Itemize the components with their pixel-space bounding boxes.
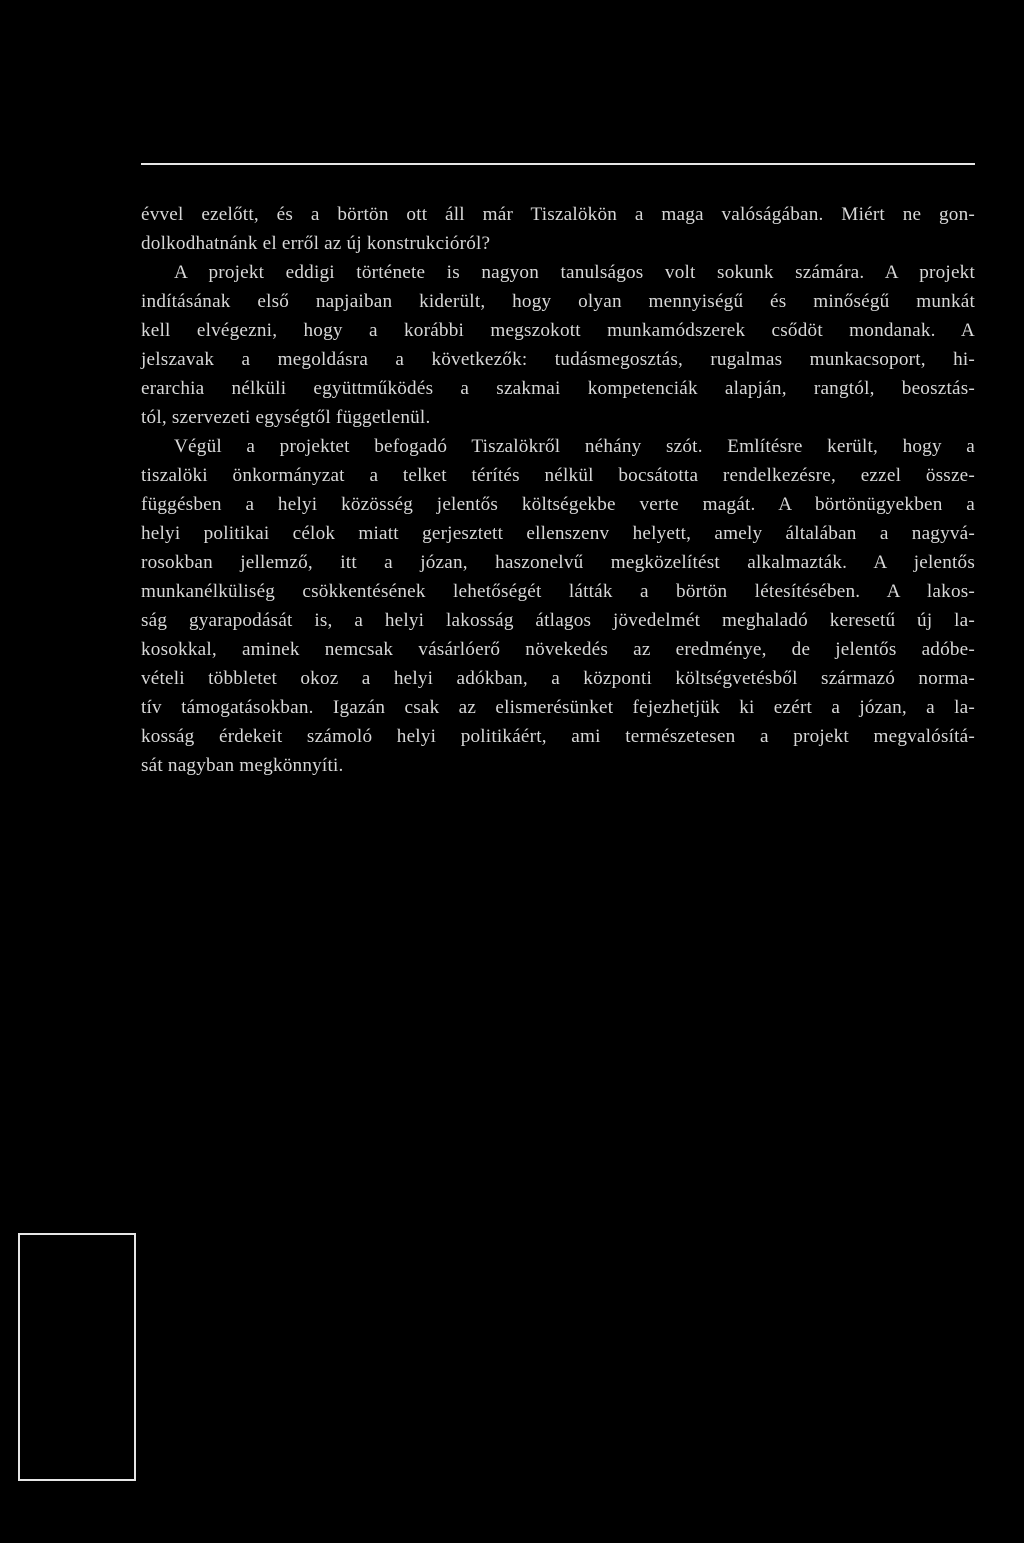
text-line: sát nagyban megkönnyíti. bbox=[141, 755, 344, 776]
text-line: tív támogatásokban. Igazán csak az elismerésünket fejezhetjük ki ezért a józan, a la- bbox=[141, 697, 975, 718]
text-line: kosság érdekeit számoló helyi politikáért, ami természetesen a projekt megvalósítá- bbox=[141, 726, 975, 747]
text-line: munkanélküliség csökkentésének lehetőségét látták a börtön létesítésében. A lakos- bbox=[141, 581, 975, 602]
text-line: évvel ezelőtt, és a börtön ott áll már Tiszalökön a maga valóságában. Miért ne gon- bbox=[141, 204, 975, 225]
text-line: tól, szervezeti egységtől függetlenül. bbox=[141, 407, 431, 428]
text-line: kell elvégezni, hogy a korábbi megszokott munkamódszerek csődöt mondanak. A bbox=[141, 320, 975, 341]
text-line: A projekt eddigi története is nagyon tanulságos volt sokunk számára. A projekt bbox=[174, 262, 975, 283]
text-line: tiszalöki önkormányzat a telket térítés nélkül bocsátotta rendelkezésre, ezzel össze- bbox=[141, 465, 975, 486]
empty-frame bbox=[18, 1233, 136, 1481]
text-line: dolkodhatnánk el erről az új konstrukcióról? bbox=[141, 233, 491, 254]
text-line: jelszavak a megoldásra a következők: tudásmegosztás, rugalmas munkacsoport, hi- bbox=[141, 349, 975, 370]
text-line: rosokban jellemző, itt a józan, haszonelvű megközelítést alkalmazták. A jelentős bbox=[141, 552, 975, 573]
body-text bbox=[141, 200, 975, 780]
text-line: vételi többletet okoz a helyi adókban, a központi költségvetésből származó norma- bbox=[141, 668, 975, 689]
top-rule bbox=[141, 163, 975, 165]
text-line: erarchia nélküli együttműködés a szakmai kompetenciák alapján, rangtól, beosztás- bbox=[141, 378, 975, 399]
text-line: kosokkal, aminek nemcsak vásárlóerő növekedés az eredménye, de jelentős adóbe- bbox=[141, 639, 975, 660]
text-line: Végül a projektet befogadó Tiszalökről néhány szót. Említésre került, hogy a bbox=[174, 436, 975, 457]
text-line: függésben a helyi közösség jelentős költségekbe verte magát. A börtönügyekben a bbox=[141, 494, 975, 515]
text-line: indításának első napjaiban kiderült, hogy olyan mennyiségű és minőségű munkát bbox=[141, 291, 975, 312]
text-line: ság gyarapodását is, a helyi lakosság átlagos jövedelmét meghaladó keresetű új la- bbox=[141, 610, 975, 631]
text-line: helyi politikai célok miatt gerjesztett ellenszenv helyett, amely általában a nagyvá- bbox=[141, 523, 975, 544]
